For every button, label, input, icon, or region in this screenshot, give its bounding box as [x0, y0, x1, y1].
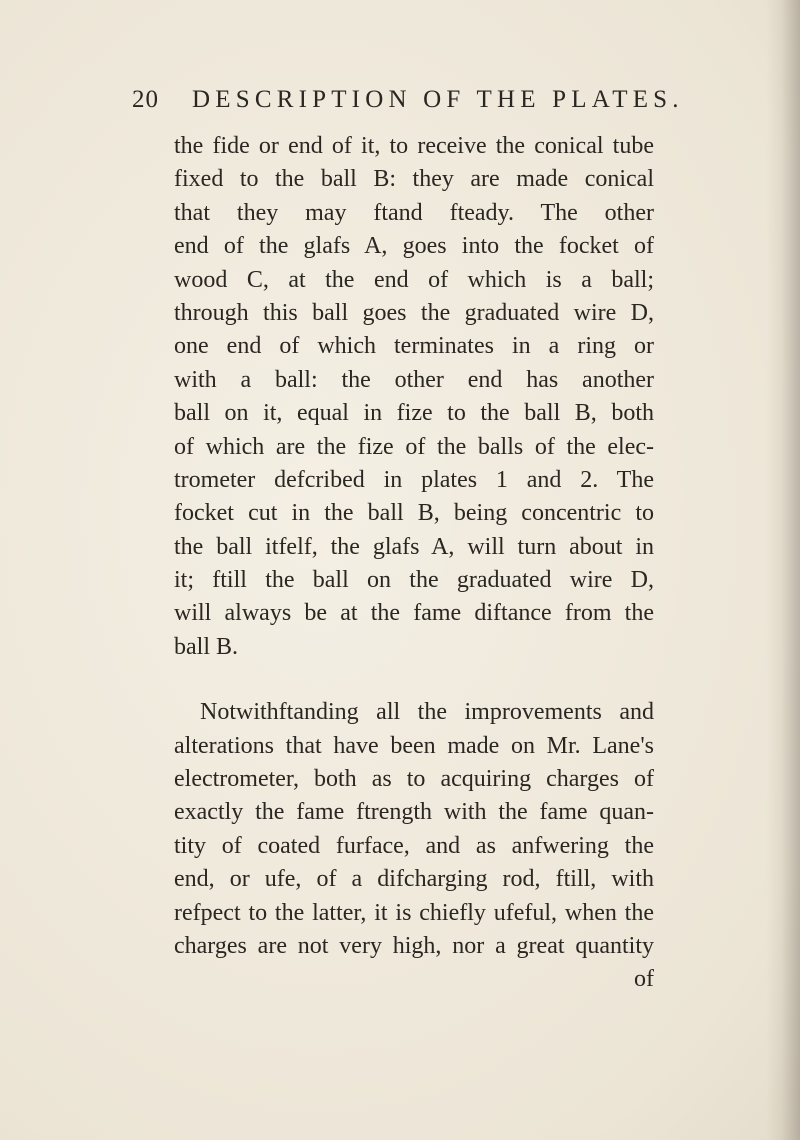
text-line: of which are the fize of the balls of the elec- — [174, 433, 654, 460]
text-line: end of the glafs A, goes into the focket of — [174, 233, 654, 260]
page-number: 20 — [132, 86, 159, 113]
text-line: that they may ftand fteady. The other — [174, 199, 654, 226]
text-line: focket cut in the ball B, being concentric to — [174, 500, 654, 527]
text-line: ball on it, equal in fize to the ball B, both — [174, 400, 654, 427]
text-line: the fide or end of it, to receive the conical tube — [174, 133, 654, 159]
body-text — [174, 130, 654, 997]
paragraph-gap — [174, 664, 654, 696]
page-edge-shadow — [766, 0, 800, 1140]
paragraph-1 — [174, 130, 654, 664]
text-line: end, or ufe, of a difcharging rod, ftill, with — [174, 866, 654, 893]
text-line: one end of which terminates in a ring or — [174, 333, 654, 360]
text-line: refpect to the latter, it is chiefly ufeful, when the — [174, 899, 654, 926]
text-line: tity of coated furface, and as anfwering the — [174, 832, 654, 859]
text-line: with a ball: the other end has another — [174, 366, 654, 393]
text-line: fixed to the ball B: they are made conical — [174, 166, 654, 193]
running-head: DESCRIPTION OF THE PLATES. — [192, 86, 684, 113]
catchword: of — [634, 966, 654, 993]
text-line: wood C, at the end of which is a ball; — [174, 266, 654, 293]
text-line: alterations that have been made on Mr. Lane's — [174, 732, 654, 759]
page-header — [132, 86, 692, 126]
text-line: exactly the fame ftrength with the fame quan- — [174, 799, 654, 826]
text-line: through this ball goes the graduated wire D, — [174, 299, 654, 326]
text-line: electrometer, both as to acquiring charges of — [174, 766, 654, 793]
text-line: ball B. — [174, 633, 238, 660]
text-line: charges are not very high, nor a great quantity — [174, 932, 654, 959]
text-line: Notwithftanding all the improvements and — [200, 699, 654, 726]
text-line: the ball itfelf, the glafs A, will turn about in — [174, 533, 654, 560]
paragraph-2 — [174, 696, 654, 963]
text-line: trometer defcribed in plates 1 and 2. The — [174, 466, 654, 493]
text-line: will always be at the fame diftance from the — [174, 600, 654, 627]
text-line: it; ftill the ball on the graduated wire D, — [174, 567, 654, 594]
